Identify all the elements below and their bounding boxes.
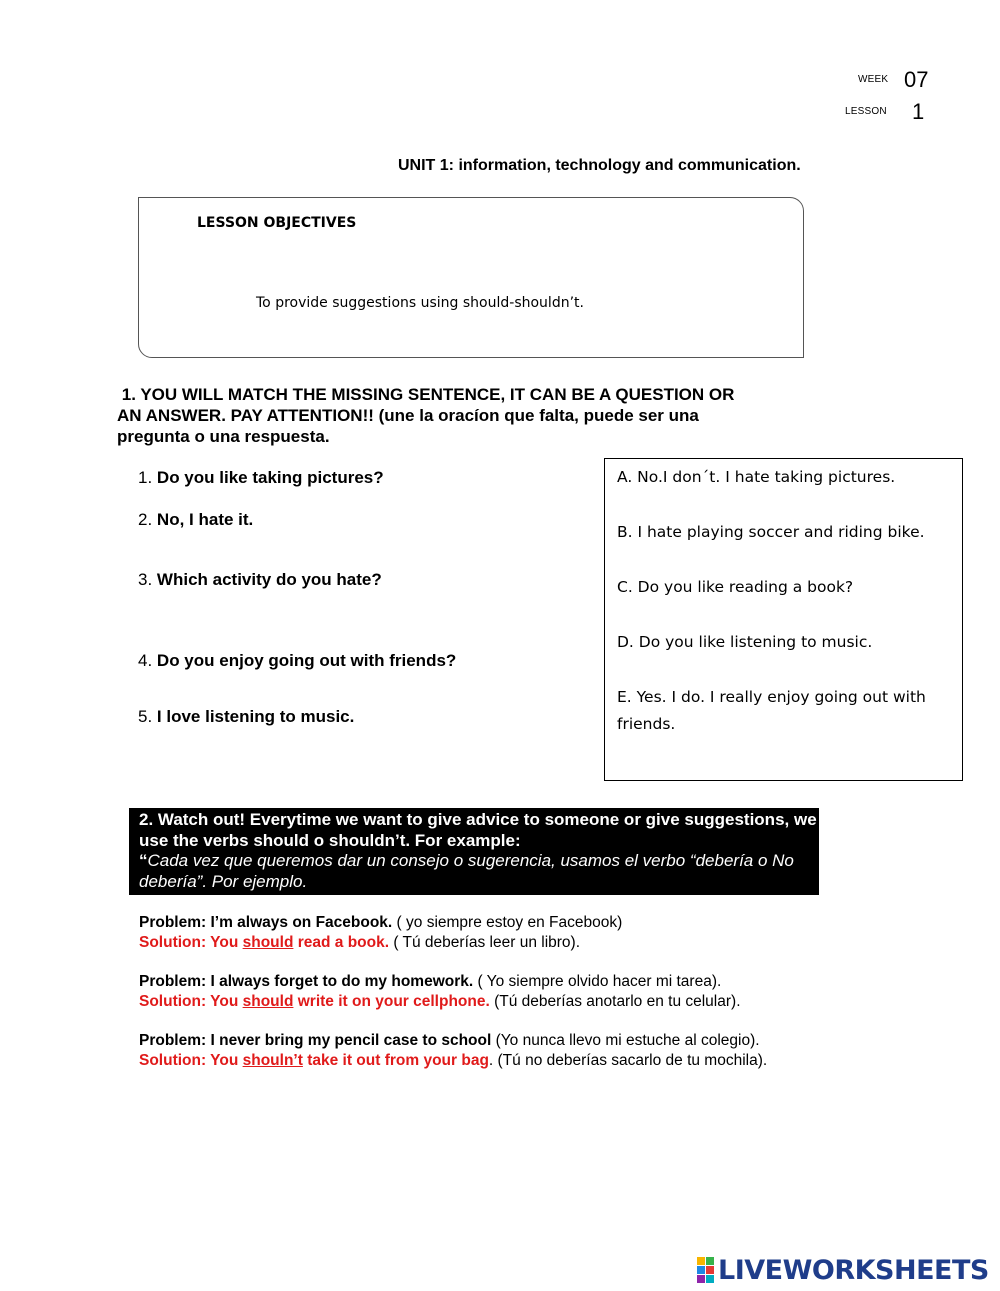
solution-verb: should	[242, 933, 294, 951]
question-text: Which activity do you hate?	[156, 570, 382, 589]
solution-rest: write it on your cellphone.	[293, 992, 490, 1010]
solution-rest: read a book.	[293, 933, 390, 951]
liveworksheets-logo[interactable]	[697, 1255, 989, 1285]
example-problem-translation: ( Yo siempre olvido hacer mi tarea).	[473, 973, 722, 990]
exercise1-instruction-text: 1. YOU WILL MATCH THE MISSING SENTENCE, IT CAN BE A QUESTION OR AN ANSWER. PAY ATTENTION!! (une la oracíon que falta, puede ser una pregunta o una respuesta.	[117, 385, 735, 446]
answer-option-a[interactable]: A. No.I don´t. I hate taking pictures.	[617, 468, 896, 486]
objectives-heading: LESSON OBJECTIVES	[197, 215, 357, 231]
advice-bold-text: 2. Watch out! Everytime we want to give advice to someone or give suggestions, we use the verbs should o shouldn’t. For example:	[139, 810, 817, 850]
week-label: WEEK	[858, 74, 889, 85]
question-text: No, I hate it.	[156, 510, 254, 529]
example-problem-translation: (Yo nunca llevo mi estuche al colegio).	[491, 1032, 760, 1049]
logo-square	[706, 1275, 714, 1283]
logo-square	[706, 1257, 714, 1265]
unit-title: UNIT 1: information, technology and communication.	[398, 157, 801, 174]
lesson-label: LESSON	[845, 106, 887, 117]
question-item	[138, 707, 354, 727]
logo-square	[697, 1275, 705, 1283]
example-problem: Problem: I never bring my pencil case to school	[139, 1032, 492, 1049]
answer-option-b[interactable]: B. I hate playing soccer and riding bike.	[617, 523, 925, 541]
example-3	[139, 1031, 767, 1070]
example-solution	[139, 1052, 489, 1069]
example-solution-translation: ( Tú deberías leer un libro).	[389, 933, 581, 951]
solution-verb: should	[242, 992, 294, 1010]
example-problem: Problem: I’m always on Facebook.	[139, 914, 393, 931]
solution-rest: take it out from your bag	[302, 1051, 489, 1069]
example-solution-translation: (Tú deberías anotarlo en tu celular).	[489, 992, 741, 1010]
advice-box	[129, 808, 819, 895]
example-1	[139, 913, 622, 952]
solution-verb: shouln’t	[242, 1051, 303, 1069]
question-item	[138, 510, 253, 530]
answer-option-e[interactable]: E. Yes. I do. I really enjoy going out with friends.	[617, 688, 926, 733]
lesson-value: 1	[912, 99, 925, 124]
example-solution	[139, 993, 490, 1010]
example-solution-translation: . (Tú no deberías sacarlo de tu mochila).	[488, 1051, 768, 1069]
question-number: 4.	[138, 651, 153, 670]
question-number: 2.	[138, 510, 153, 529]
solution-prefix: Solution: You	[139, 933, 243, 951]
exercise1-instruction	[117, 384, 737, 447]
question-item	[138, 468, 384, 488]
example-2	[139, 972, 741, 1011]
solution-prefix: Solution: You	[139, 1051, 243, 1069]
advice-italic-text: Cada vez que queremos dar un consejo o sugerencia, usamos el verbo “debería o No debería”. Por ejemplo.	[139, 851, 794, 891]
advice-quote-mark: “	[139, 851, 148, 870]
logo-square	[706, 1266, 714, 1274]
liveworksheets-logo-icon	[697, 1257, 714, 1283]
logo-square	[697, 1257, 705, 1265]
example-solution	[139, 934, 389, 951]
question-text: Do you enjoy going out with friends?	[156, 651, 457, 670]
example-problem: Problem: I always forget to do my homework.	[139, 973, 474, 990]
solution-prefix: Solution: You	[139, 992, 243, 1010]
objectives-text: To provide suggestions using should-shouldn’t.	[256, 295, 584, 311]
question-item	[138, 570, 382, 590]
question-text: Do you like taking pictures?	[156, 468, 384, 487]
week-value: 07	[904, 67, 929, 92]
question-text: I love listening to music.	[156, 707, 355, 726]
logo-square	[697, 1266, 705, 1274]
question-number: 5.	[138, 707, 153, 726]
question-number: 1.	[138, 468, 153, 487]
example-problem-translation: ( yo siempre estoy en Facebook)	[392, 914, 623, 931]
logo-text: LIVEWORKSHEETS	[718, 1254, 989, 1286]
question-item	[138, 651, 456, 671]
answer-option-d[interactable]: D. Do you like listening to music.	[617, 633, 873, 651]
question-number: 3.	[138, 570, 153, 589]
answer-option-c[interactable]: C. Do you like reading a book?	[617, 578, 854, 596]
